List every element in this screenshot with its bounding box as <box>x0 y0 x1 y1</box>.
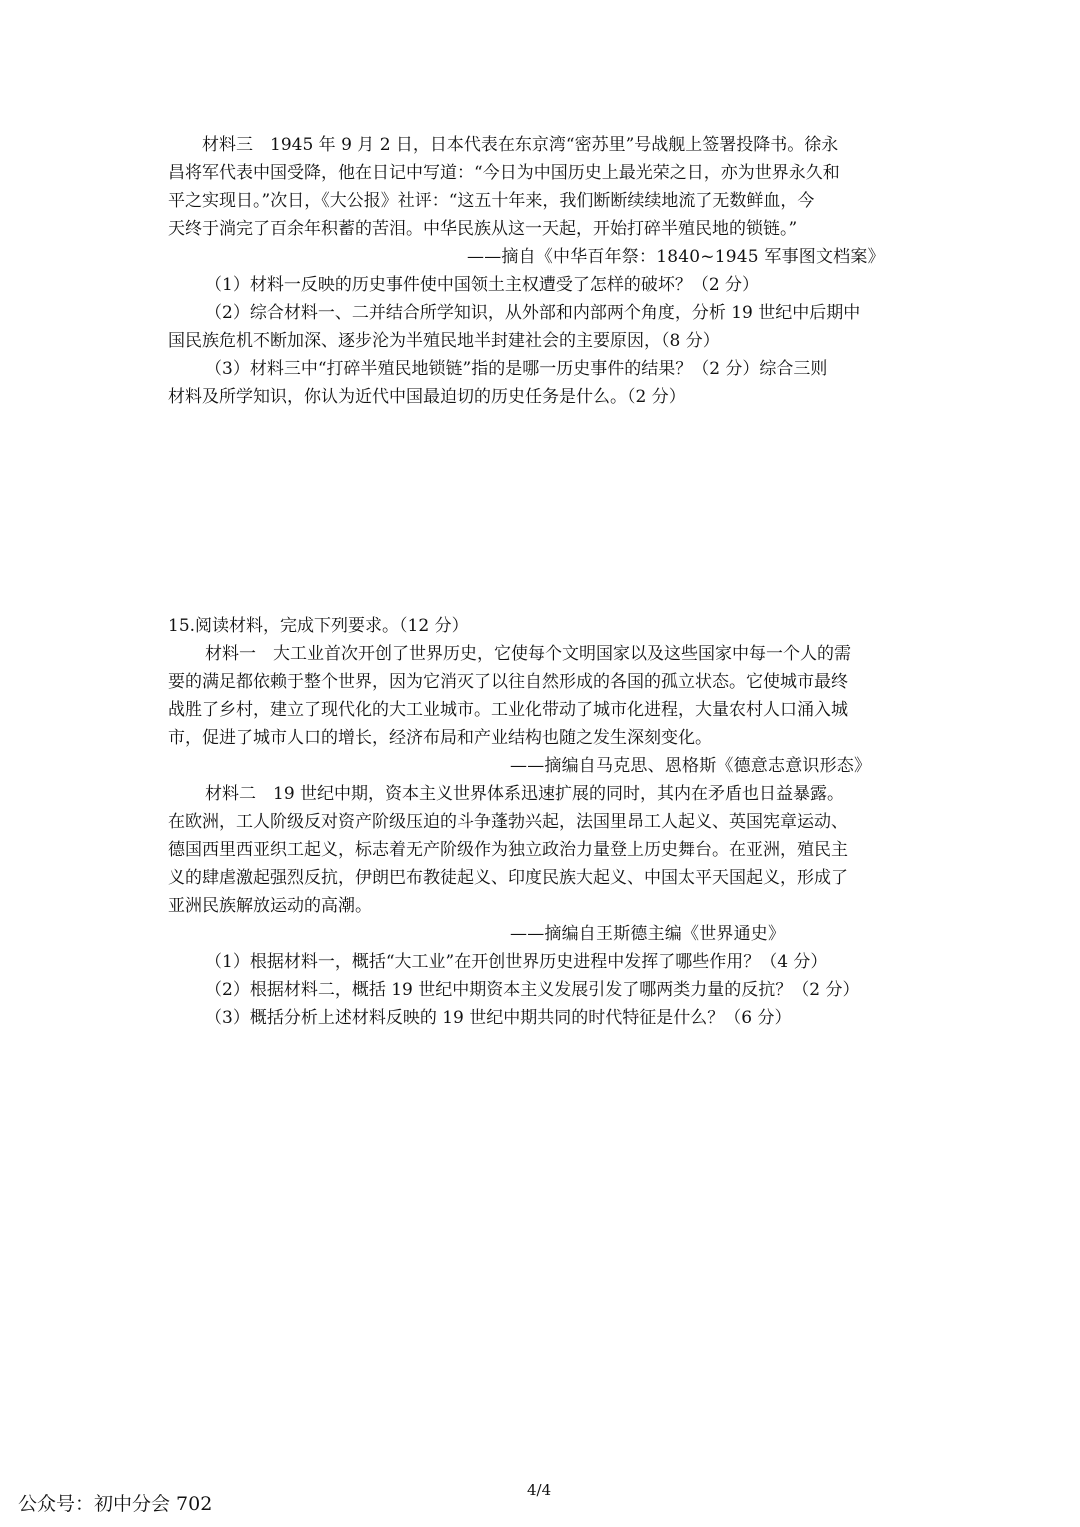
paragraph-line: 在欧洲，工人阶级反对资产阶级压迫的斗争蓬勃兴起，法国里昂工人起义、英国宪章运动、 <box>168 812 848 832</box>
paragraph-line: 要的满足都依赖于整个世界，因为它消灭了以往自然形成的各国的孤立状态。它使城市最终 <box>168 672 848 692</box>
paragraph-line: 材料一 大工业首次开创了世界历史，它使每个文明国家以及这些国家中每一个人的需 <box>205 644 851 664</box>
paragraph-line: 天终于淌完了百余年积蓄的苦泪。中华民族从这一天起，开始打碎半殖民地的锁链。” <box>168 219 798 239</box>
question-line: （3）材料三中“打碎半殖民地锁链”指的是哪一历史事件的结果？（2 分）综合三则 <box>205 359 828 379</box>
paragraph-line: 平之实现日。”次日，《大公报》社评：“这五十年来，我们断断续续地流了无数鲜血，今 <box>168 191 815 211</box>
paragraph-line: 亚洲民族解放运动的高潮。 <box>168 896 372 916</box>
source-citation: ——摘自《中华百年祭：1840~1945 军事图文档案》 <box>467 247 885 267</box>
question-title: 15.阅读材料，完成下列要求。（12 分） <box>168 616 469 636</box>
question-line: （3）概括分析上述材料反映的 19 世纪中期共同的时代特征是什么？（6 分） <box>205 1008 792 1028</box>
paragraph-line: 义的肆虐激起强烈反抗，伊朗巴布教徒起义、印度民族大起义、中国太平天国起义，形成了 <box>168 868 848 888</box>
question-line: 材料及所学知识，你认为近代中国最迫切的历史任务是什么。（2 分） <box>168 387 686 407</box>
question-line: （2）综合材料一、二并结合所学知识，从外部和内部两个角度，分析 19 世纪中后期中 <box>205 303 861 323</box>
paragraph-line: 材料二 19 世纪中期，资本主义世界体系迅速扩展的同时，其内在矛盾也日益暴露。 <box>205 784 845 804</box>
paragraph-line: 材料三 1945 年 9 月 2 日，日本代表在东京湾“密苏里”号战舰上签署投降书。徐永 <box>202 135 839 155</box>
page-number: 4/4 <box>527 1481 552 1499</box>
source-citation: ——摘编自马克思、恩格斯《德意志意识形态》 <box>510 756 872 776</box>
footer-account-label: 公众号：初中分会 702 <box>18 1493 213 1515</box>
question-line: （1）根据材料一，概括“大工业”在开创世界历史进程中发挥了哪些作用？（4 分） <box>205 952 828 972</box>
question-line: （1）材料一反映的历史事件使中国领土主权遭受了怎样的破坏？（2 分） <box>205 275 760 295</box>
paragraph-line: 德国西里西亚织工起义，标志着无产阶级作为独立政治力量登上历史舞台。在亚洲，殖民主 <box>168 840 848 860</box>
paragraph-line: 战胜了乡村，建立了现代化的大工业城市。工业化带动了城市化进程，大量农村人口涌入城 <box>168 700 848 720</box>
paragraph-line: 昌将军代表中国受降，他在日记中写道：“今日为中国历史上最光荣之日，亦为世界永久和 <box>168 163 840 183</box>
paragraph-line: 市，促进了城市人口的增长，经济布局和产业结构也随之发生深刻变化。 <box>168 728 712 748</box>
question-line: 国民族危机不断加深、逐步沦为半殖民地半封建社会的主要原因，（8 分） <box>168 331 720 351</box>
question-line: （2）根据材料二，概括 19 世纪中期资本主义发展引发了哪两类力量的反抗？（2 分） <box>205 980 860 1000</box>
source-citation: ——摘编自王斯德主编《世界通史》 <box>510 924 786 944</box>
